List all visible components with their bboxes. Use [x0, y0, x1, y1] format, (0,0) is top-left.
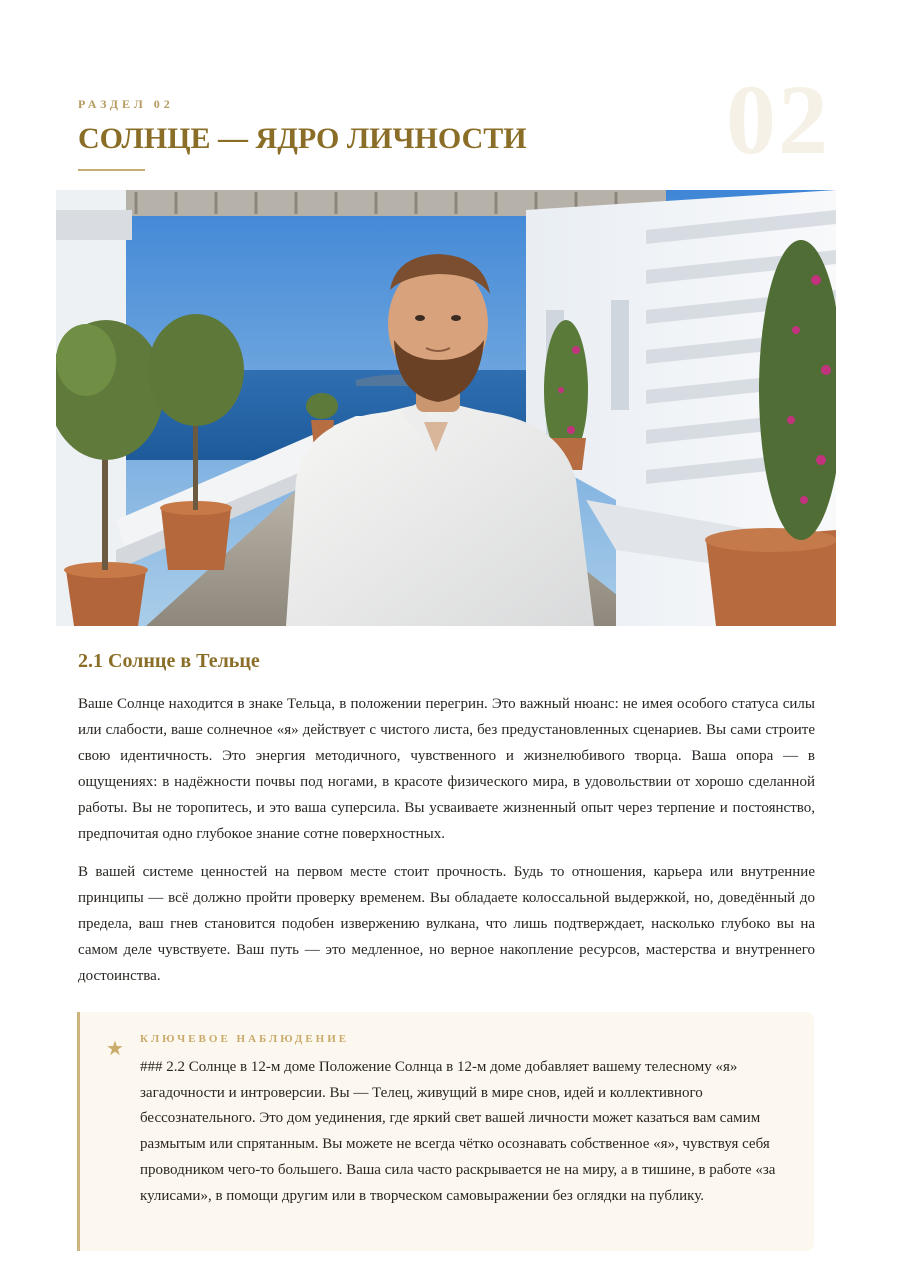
hero-photo — [56, 190, 836, 626]
key-observation-callout — [77, 1012, 814, 1251]
callout-text: ### 2.2 Солнце в 12-м доме Положение Солнца в 12-м доме добавляет вашему телесному «я» загадочности и интроверсии. Вы — Телец, живущий в мире снов, идей и коллективного бессознательного. Это дом уединения, где яркий свет вашей личности может казаться вам самим размытым или спрятанным. Вы можете не всегда чётко осознавать собственное «я», чувствуя себя проводником чего-то большего. Ваша сила часто раскрывается не на миру, а в тишине, в работе «за кулисами», в помощи другим или в творческом самовыражении без оглядки на публику. — [140, 1059, 776, 1204]
section-number-watermark: 02 — [726, 64, 830, 175]
subsection-title: 2.1 Солнце в Тельце — [78, 650, 260, 672]
star-icon: ★ — [106, 1038, 124, 1060]
section-label: РАЗДЕЛ 02 — [78, 97, 174, 111]
body-paragraph: В вашей системе ценностей на первом месте стоит прочность. Будь то отношения, карьера или внутренние принципы — всё должно пройти проверку временем. Вы обладаете колоссальной выдержкой, но, доведённый до предела, ваш гнев становится подобен извержению вулкана, что лишь подтверждает, насколько глубоко вы на самом деле чувствуете. Ваш путь — это медленное, но верное накопление ресурсов, мастерства и внутреннего достоинства. — [78, 864, 815, 984]
callout-label: КЛЮЧЕВОЕ НАБЛЮДЕНИЕ — [140, 1033, 350, 1045]
body-paragraph: Ваше Солнце находится в знаке Тельца, в положении перегрин. Это важный нюанс: не имея особого статуса силы или слабости, ваше солнечное «я» действует с чистого листа, без предустановленных сценариев. Вы сами строите свою идентичность. Это энергия методичного, чувственного и жизнелюбивого творца. Ваша опора — в ощущениях: в надёжности почвы под ногами, в красоте физического мира, в удовольствии от хорошо сделанной работы. Вы не торопитесь, и это ваша суперсила. Вы усваиваете жизненный опыт через терпение и постоянство, предпочитая одно глубокое знание сотне поверхностных. — [78, 696, 815, 842]
title-underline — [78, 169, 145, 171]
page-title: СОЛНЦЕ — ЯДРО ЛИЧНОСТИ — [78, 122, 527, 155]
